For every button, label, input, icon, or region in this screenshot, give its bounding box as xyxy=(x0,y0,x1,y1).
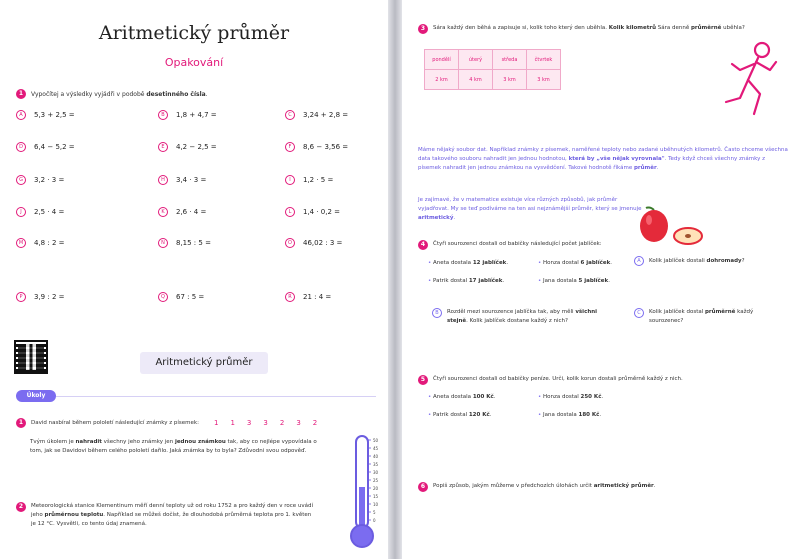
task-david-body: Tvým úkolem je nahradit všechny jeho známky jen jednou známkou tak, aby co nejlépe vypovídala o tom, jak se Davidovi během celého pololetí dařilo. Jaká známka by to byla? Zdůvodni svou odpověď. xyxy=(30,439,317,454)
bullet-icon: • xyxy=(538,260,543,266)
task-meteo xyxy=(16,502,316,529)
exercise-item xyxy=(285,110,348,120)
km-cell: 3 km xyxy=(493,70,527,90)
exercise-expression: 4,2 − 2,5 = xyxy=(176,143,217,151)
exercise-item xyxy=(285,175,333,185)
exercise-item xyxy=(285,142,348,152)
task1-text: Vypočítej a výsledky vyjádři v podobě desetinného čísla. xyxy=(31,90,208,98)
page-subtitle: Opakování xyxy=(164,56,224,69)
km-cell: 2 km xyxy=(425,70,459,90)
exercise-label: R xyxy=(285,292,295,302)
exercise-expression: 2,5 · 4 = xyxy=(34,208,65,216)
km-row xyxy=(425,70,561,90)
exercise-label: D xyxy=(16,142,26,152)
item-value: 180 Kč xyxy=(578,412,600,418)
running-table xyxy=(424,49,561,90)
exercise-label: M xyxy=(16,238,26,248)
divider xyxy=(56,396,376,397)
intro-paragraph: Máme nějaký soubor dat. Například známky z písemek, naměřené teploty nebo zadané uběhnutých kilometrů. Často chceme všechna data takového souboru nahradit jen jednou hodnotou, která by „vše nějak vyrovnala". Tedy když chceš všechny známky z písemek nahradit jen jednou známkou na vysvědčení. Takové hodnotě říkáme průměr. xyxy=(418,147,788,171)
qr-code xyxy=(14,340,48,374)
exercise-label: L xyxy=(285,207,295,217)
task-number: 1 xyxy=(16,418,26,428)
exercise-expression: 6,4 − 5,2 = xyxy=(34,143,75,151)
exercise-expression: 46,02 : 3 = xyxy=(303,239,343,247)
exercise-item xyxy=(158,110,217,120)
task-number: 1 xyxy=(16,89,26,99)
exercise-label: E xyxy=(158,142,168,152)
exercise-item xyxy=(285,207,340,217)
item-name: Honza dostal xyxy=(543,260,581,266)
thermometer-tick-label: 30 xyxy=(373,470,379,475)
task1-header xyxy=(16,89,208,99)
bullet-icon: • xyxy=(428,278,433,284)
list-item: • Aneta dostala 12 jablíček. xyxy=(428,260,509,266)
task4-question-a: A Kolik jablíček dostali dohromady? xyxy=(634,256,794,266)
thermometer-illustration xyxy=(348,432,384,550)
exercise-label: Q xyxy=(158,292,168,302)
exercise-expression: 1,4 · 0,2 = xyxy=(303,208,341,216)
exercise-item xyxy=(285,292,331,302)
list-item: • Honza dostal 250 Kč. xyxy=(538,394,604,400)
exercise-expression: 3,2 · 3 = xyxy=(34,176,65,184)
day-cell: čtvrtek xyxy=(527,50,561,70)
thermometer-tick-label: 25 xyxy=(373,478,379,483)
exercise-item xyxy=(16,142,75,152)
grade-value: 1 xyxy=(213,419,219,427)
task-number: 6 xyxy=(418,482,428,492)
exercise-label: H xyxy=(158,175,168,185)
exercise-label: F xyxy=(285,142,295,152)
exercise-item xyxy=(16,175,64,185)
arithmetic-paragraph: Je zajímavé, že v matematice existuje více různých způsobů, jak průměr vyjadřovat. My se teď podíváme na ten asi nejznámější průměr, který se jmenuje aritmetický. xyxy=(418,197,642,221)
bullet-icon: • xyxy=(538,394,543,400)
book-gutter xyxy=(388,0,402,559)
task-number: 5 xyxy=(418,375,428,385)
exercise-expression: 21 : 4 = xyxy=(303,293,332,301)
right-page xyxy=(402,0,800,559)
bullet-icon: • xyxy=(428,394,433,400)
thermometer-tick-label: 20 xyxy=(373,486,379,491)
bullet-icon: • xyxy=(538,412,543,418)
day-cell: středa xyxy=(493,50,527,70)
left-page xyxy=(0,0,388,559)
item-name: Jana dostala xyxy=(543,278,579,284)
exercise-item xyxy=(158,142,217,152)
item-value: 12 jablíček xyxy=(472,260,507,266)
item-name: Aneta dostala xyxy=(433,260,473,266)
tasks-pill: Úkoly xyxy=(16,390,56,402)
exercise-expression: 3,4 · 3 = xyxy=(176,176,207,184)
exercise-expression: 8,15 : 5 = xyxy=(176,239,211,247)
grade-value: 3 xyxy=(263,419,268,427)
item-value: 5 jablíček xyxy=(578,278,609,284)
task6-header xyxy=(418,482,788,492)
task4-header xyxy=(418,240,668,250)
exercise-expression: 3,9 : 2 = xyxy=(34,293,65,301)
item-name: Honza dostal xyxy=(543,394,581,400)
task3-header xyxy=(418,24,788,34)
list-item: • Aneta dostala 100 Kč. xyxy=(428,394,496,400)
item-value: 100 Kč xyxy=(472,394,494,400)
grade-value: 2 xyxy=(312,419,318,427)
task4-text: Čtyři sourozenci dostali od babičky následující počet jablíček: xyxy=(433,241,602,247)
task-meteo-text: Meteorologická stanice Klementinum měří denní teploty už od roku 1752 a pro každý den v roce uvádí jeho průměrnou teplotu. Například se můžeš dočíst, že dlouhodobá průměrná teplota pro 1. květen je 12 °C. Vysvětli, co tento údaj znamená. xyxy=(31,503,314,527)
exercise-label: I xyxy=(285,175,295,185)
day-cell: úterý xyxy=(459,50,493,70)
thermometer-tick-label: 35 xyxy=(373,462,379,467)
exercise-expression: 1,8 + 4,7 = xyxy=(176,111,217,119)
list-item: • Jana dostala 5 jablíček. xyxy=(538,278,610,284)
grade-value: 1 xyxy=(230,419,235,427)
task4-question-b: B Rozděl mezi sourozence jablíčka tak, aby měli všichni stejně. Kolik jablíček dostane každý z nich? xyxy=(432,308,612,326)
question-label: B xyxy=(432,308,442,318)
exercise-expression: 5,3 + 2,5 = xyxy=(34,111,75,119)
item-value: 6 jablíček xyxy=(580,260,611,266)
task5-header xyxy=(418,375,788,385)
task4-question-c: C Kolik jablíček dostal průměrně každý sourozenec? xyxy=(634,308,784,326)
task3-text: Sára každý den běhá a zapisuje si, kolik toho který den uběhla. Kolik kilometrů Sára denně průměrně uběhla? xyxy=(433,25,745,31)
exercise-label: J xyxy=(16,207,26,217)
task-number: 4 xyxy=(418,240,428,250)
exercise-item xyxy=(16,110,75,120)
exercise-item xyxy=(16,238,65,248)
thermometer-tick-label: 10 xyxy=(373,502,379,507)
exercise-label: B xyxy=(158,110,168,120)
exercise-label: G xyxy=(16,175,26,185)
exercise-item xyxy=(158,292,204,302)
task6-text: Popiš způsob, jakým můžeme v předchozích úlohách určit aritmetický průměr. xyxy=(433,483,656,489)
thermometer-tick-label: 15 xyxy=(373,494,379,499)
exercise-label: C xyxy=(285,110,295,120)
exercise-item xyxy=(285,238,342,248)
question-label: A xyxy=(634,256,644,266)
bullet-icon: • xyxy=(428,412,433,418)
item-name: Aneta dostala xyxy=(433,394,473,400)
section-title: Aritmetický průměr xyxy=(140,352,268,374)
list-item: • Patrik dostal 120 Kč. xyxy=(428,412,492,418)
day-cell: pondělí xyxy=(425,50,459,70)
list-item: • Jana dostala 180 Kč. xyxy=(538,412,602,418)
exercise-expression: 3,24 + 2,8 = xyxy=(303,111,349,119)
question-label: C xyxy=(634,308,644,318)
km-cell: 3 km xyxy=(527,70,561,90)
exercise-label: P xyxy=(16,292,26,302)
thermometer-tick-label: 0 xyxy=(373,518,376,523)
exercise-label: N xyxy=(158,238,168,248)
task-david-text: David nasbíral během pololetí následující známky z písemek: xyxy=(31,419,199,426)
grade-value: 2 xyxy=(279,419,285,427)
task-number: 3 xyxy=(418,24,428,34)
bullet-icon: • xyxy=(428,260,433,266)
thermometer-tick-label: 45 xyxy=(373,446,379,451)
grade-value: 3 xyxy=(246,419,252,427)
thermometer-tick-label: 5 xyxy=(373,510,376,515)
item-value: 17 jablíček xyxy=(468,278,503,284)
item-name: Patrik dostal xyxy=(433,412,469,418)
task-number: 2 xyxy=(16,502,26,512)
bullet-icon: • xyxy=(538,278,543,284)
exercise-expression: 67 : 5 = xyxy=(176,293,205,301)
exercise-expression: 2,6 · 4 = xyxy=(176,208,207,216)
exercise-label: O xyxy=(285,238,295,248)
exercise-expression: 4,8 : 2 = xyxy=(34,239,65,247)
item-name: Patrik dostal xyxy=(433,278,469,284)
exercise-expression: 1,2 · 5 = xyxy=(303,176,334,184)
exercise-item xyxy=(16,292,65,302)
grade-list xyxy=(214,419,317,427)
days-row xyxy=(425,50,561,70)
list-item: • Honza dostal 6 jablíček. xyxy=(538,260,612,266)
item-value: 250 Kč xyxy=(580,394,602,400)
task5-text: Čtyři sourozenci dostali od babičky peníze. Urči, kolik korun dostali průměrně každý z nich. xyxy=(433,376,683,382)
thermometer-tick-label: 50 xyxy=(373,438,379,443)
list-item: • Patrik dostal 17 jablíček. xyxy=(428,278,505,284)
item-value: 120 Kč xyxy=(468,412,490,418)
exercise-item xyxy=(16,207,64,217)
exercise-item xyxy=(158,175,206,185)
thermometer-tick-label: 40 xyxy=(373,454,379,459)
grade-value: 3 xyxy=(296,419,301,427)
page-title: Aritmetický průměr xyxy=(98,22,290,44)
exercise-item xyxy=(158,207,206,217)
runner-illustration xyxy=(720,40,780,120)
item-name: Jana dostala xyxy=(543,412,579,418)
exercise-expression: 8,6 − 3,56 = xyxy=(303,143,349,151)
km-cell: 4 km xyxy=(459,70,493,90)
exercise-item xyxy=(158,238,211,248)
task-david-header xyxy=(16,418,376,428)
exercise-label: A xyxy=(16,110,26,120)
exercise-label: K xyxy=(158,207,168,217)
